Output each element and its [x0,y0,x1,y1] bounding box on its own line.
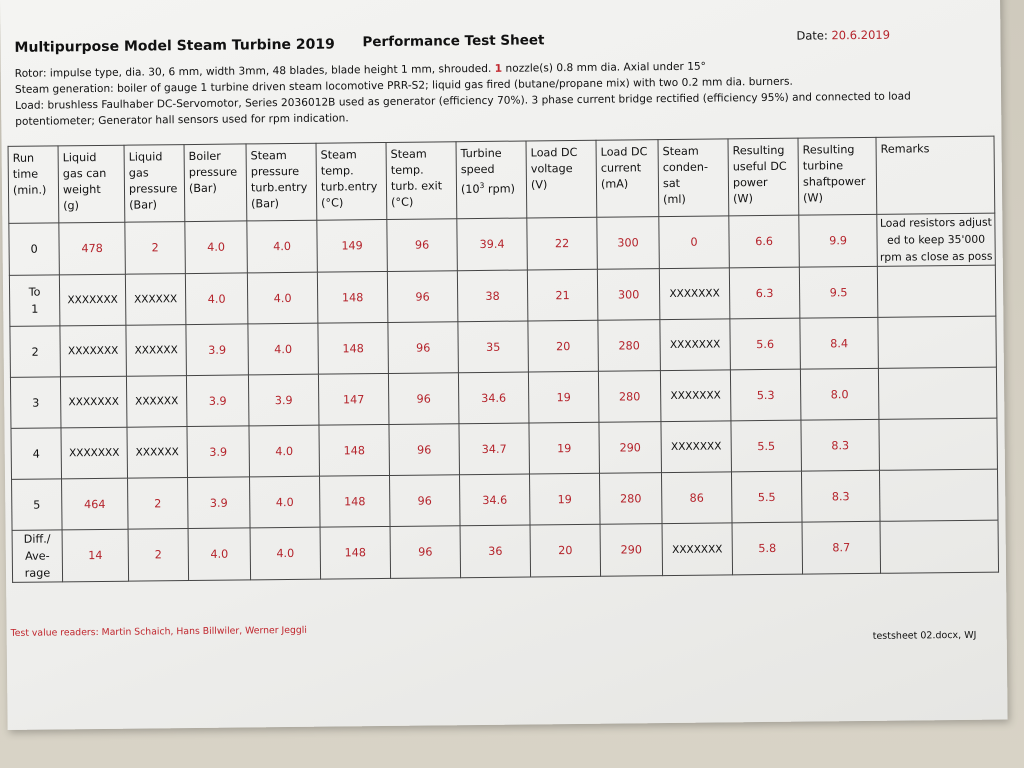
column-unit: (Bar) [188,181,217,196]
cell-speed: 34.6 [459,474,530,526]
column-header [246,143,317,221]
cell-dc-power: 6.3 [729,267,800,319]
cell-current: 290 [599,422,662,474]
column-label: Steam conden-sat [662,144,709,191]
cell-shaft-power: 8.0 [800,368,879,420]
cell-temp-exit: 96 [390,526,461,579]
cell-condensate: XXXXXXX [659,268,730,320]
cell-boiler: 3.9 [186,375,249,427]
cell-boiler: 3.9 [186,324,249,376]
cell-condensate: XXXXXXX [660,319,731,371]
cell-run: 0 [9,223,60,276]
column-header [58,145,125,223]
cell-current: 290 [600,524,663,577]
column-header [386,142,457,220]
cell-remarks [879,469,998,521]
column-label: Resulting turbine shaftpower [802,143,866,189]
cell-temp-exit: 96 [390,475,461,527]
cell-voltage: 20 [528,320,599,372]
cell-gas-weight: 478 [59,222,126,275]
cell-gas-pressure: 2 [125,222,186,275]
cell-steam-pressure: 4.0 [250,527,321,580]
cell-speed: 36 [460,525,531,578]
column-label: Steam temp. turb.entry [320,148,378,194]
table-row [12,520,998,582]
cell-voltage: 21 [527,269,598,321]
cell-dc-power: 5.3 [730,369,801,421]
cell-run: 5 [12,479,63,531]
cell-boiler: 4.0 [185,273,248,325]
column-label: Turbine speed [460,146,502,177]
cell-current: 280 [599,473,662,525]
cell-speed: 35 [458,321,529,373]
cell-shaft-power: 9.9 [799,214,878,267]
rotor-text: Rotor: impulse type, dia. 30, 6 mm, width 3mm, 48 blades, blade height 1 mm, shrouded. [14,62,495,80]
column-unit: (Bar) [129,198,158,212]
cell-speed: 39.4 [457,218,528,271]
cell-run: 2 [10,326,61,378]
column-unit: (V) [530,178,548,192]
cell-steam-pressure: 4.0 [249,425,320,477]
column-header [798,137,877,215]
table-body [9,213,999,582]
nozzle-text: nozzle(s) 0.8 mm dia. Axial under 15° [502,60,707,75]
cell-boiler: 4.0 [185,221,248,274]
cell-gas-weight: 14 [62,529,129,582]
cell-steam-pressure: 4.0 [247,220,318,273]
cell-voltage: 19 [529,422,600,474]
cell-temp-exit: 96 [388,322,459,374]
column-label: Boiler pressure [188,149,238,180]
cell-run: 3 [10,377,61,429]
cell-gas-weight: XXXXXXX [59,274,126,326]
cell-shaft-power: 8.3 [801,470,880,522]
cell-speed: 34.7 [459,423,530,475]
cell-remarks [877,265,996,317]
cell-gas-pressure: XXXXXX [125,274,186,326]
cell-dc-power: 5.5 [731,471,802,523]
cell-run: 4 [11,428,62,480]
unit-part: rpm) [484,182,515,196]
remark-line: Load resistors adjust [879,215,992,230]
cell-condensate: XXXXXXX [661,421,732,473]
column-label: Remarks [880,142,930,156]
cell-run: To 1 [9,275,60,327]
column-header [526,140,597,218]
column-unit: (g) [63,199,80,213]
cell-remarks [878,316,997,368]
cell-remarks [879,418,998,470]
cell-temp-exit: 96 [387,271,458,323]
cell-temp-entry: 147 [318,373,389,425]
column-header [596,140,659,218]
column-header [456,141,527,219]
cell-dc-power: 5.6 [730,318,801,370]
column-label: Steam temp. turb. exit [390,147,443,193]
date-label: Date: [796,28,828,43]
cell-run: Diff./ Ave- rage [12,530,63,583]
date-field [796,28,890,43]
cell-steam-pressure: 3.9 [248,374,319,426]
cell-gas-weight: XXXXXXX [60,376,127,428]
cell-voltage: 19 [528,371,599,423]
cell-gas-weight: 464 [62,478,129,530]
unit-part: (10 [460,182,480,196]
column-header [124,145,185,223]
cell-boiler: 3.9 [188,477,251,529]
table-header-row [8,136,995,223]
cell-remarks [878,367,997,419]
cell-temp-exit: 96 [389,424,460,476]
cell-temp-entry: 148 [318,322,389,374]
performance-table [8,136,1000,583]
cell-voltage: 22 [527,217,598,270]
cell-gas-pressure: XXXXXX [126,325,187,377]
unit-part: 3 [479,180,485,190]
cell-current: 300 [597,269,660,321]
cell-voltage: 19 [529,473,600,525]
cell-gas-weight: XXXXXXX [61,427,128,479]
cell-shaft-power: 8.4 [800,317,879,369]
cell-current: 300 [597,217,660,270]
column-unit: (W) [733,192,753,206]
remark-line: rpm as close as poss [879,249,993,264]
column-header [184,144,247,222]
column-unit: (min.) [12,183,47,197]
cell-temp-entry: 149 [317,219,388,272]
column-unit: (W) [803,191,823,205]
cell-shaft-power: 8.7 [802,521,881,574]
cell-dc-power: 6.6 [729,215,800,268]
description-load: Load: brushless Faulhaber DC-Servomotor, Series 2036012B used as generator (efficiency 70%). 3 phase current bridge rectified (efficiency 95%) and connected to load [15,90,911,112]
cell-gas-pressure: 2 [128,478,189,530]
cell-shaft-power: 8.3 [801,419,880,471]
column-unit: (°C) [391,195,414,209]
cell-dc-power: 5.8 [732,522,803,575]
cell-current: 280 [598,371,661,423]
column-header [876,136,995,214]
column-label: Liquid gas pressure [128,150,178,196]
cell-gas-pressure: XXXXXX [127,427,188,479]
column-header [316,142,387,220]
cell-temp-entry: 148 [317,271,388,323]
column-unit: (mA) [600,177,629,191]
column-label: Liquid gas can weight [62,150,107,197]
cell-gas-weight: XXXXXXX [60,325,127,377]
file-reference: testsheet 02.docx, WJ [872,629,977,642]
cell-condensate: XXXXXXX [660,370,731,422]
cell-steam-pressure: 4.0 [247,272,318,324]
column-label: Load DC voltage [530,145,578,176]
sheet-title: Performance Test Sheet [362,32,545,51]
column-label: Steam pressure turb.entry [250,149,308,195]
cell-current: 280 [598,320,661,372]
description-steam-generation: Steam generation: boiler of gauge 1 turbine driven steam locomotive PRR-S2; liquid gas fired (butane/propane mix) with two 0.2 mm dia. burners. [14,75,793,96]
cell-remarks [877,213,996,266]
cell-speed: 34.6 [458,372,529,424]
cell-temp-entry: 148 [320,475,391,527]
column-unit: (Bar) [251,197,280,211]
cell-steam-pressure: 4.0 [248,323,319,375]
cell-temp-exit: 96 [387,219,458,272]
cell-temp-entry: 148 [319,424,390,476]
test-readers: Test value readers: Martin Schaich, Hans Billwiler, Werner Jeggli [10,624,307,639]
column-label: Resulting useful DC power [732,143,787,190]
column-label: Run time [12,151,39,181]
nozzle-count: 1 [494,62,503,75]
column-unit: (ml) [663,192,686,207]
cell-temp-exit: 96 [388,373,459,425]
cell-condensate: XXXXXXX [662,523,733,576]
cell-gas-pressure: XXXXXX [126,376,187,428]
column-label: Load DC current [600,145,648,175]
cell-speed: 38 [457,270,528,322]
column-header [658,139,729,217]
cell-condensate: 0 [659,216,730,269]
column-header [728,138,799,216]
column-unit [461,178,522,198]
date-value: 20.6.2019 [831,27,891,43]
cell-condensate: 86 [661,472,732,524]
description-load-cont: potentiometer; Generator hall sensors used for rpm indication. [15,112,349,128]
cell-boiler: 3.9 [187,426,250,478]
column-unit: (°C) [321,196,344,210]
cell-dc-power: 5.5 [731,420,802,472]
cell-boiler: 4.0 [188,528,251,581]
cell-temp-entry: 148 [320,526,391,579]
cell-gas-pressure: 2 [128,529,189,582]
cell-shaft-power: 9.5 [799,266,878,318]
document-title: Multipurpose Model Steam Turbine 2019 [14,36,335,56]
cell-steam-pressure: 4.0 [250,476,321,528]
cell-voltage: 20 [530,524,601,577]
column-header [8,146,59,224]
cell-remarks [880,520,999,573]
remark-line: ed to keep 35'000 [887,232,986,247]
